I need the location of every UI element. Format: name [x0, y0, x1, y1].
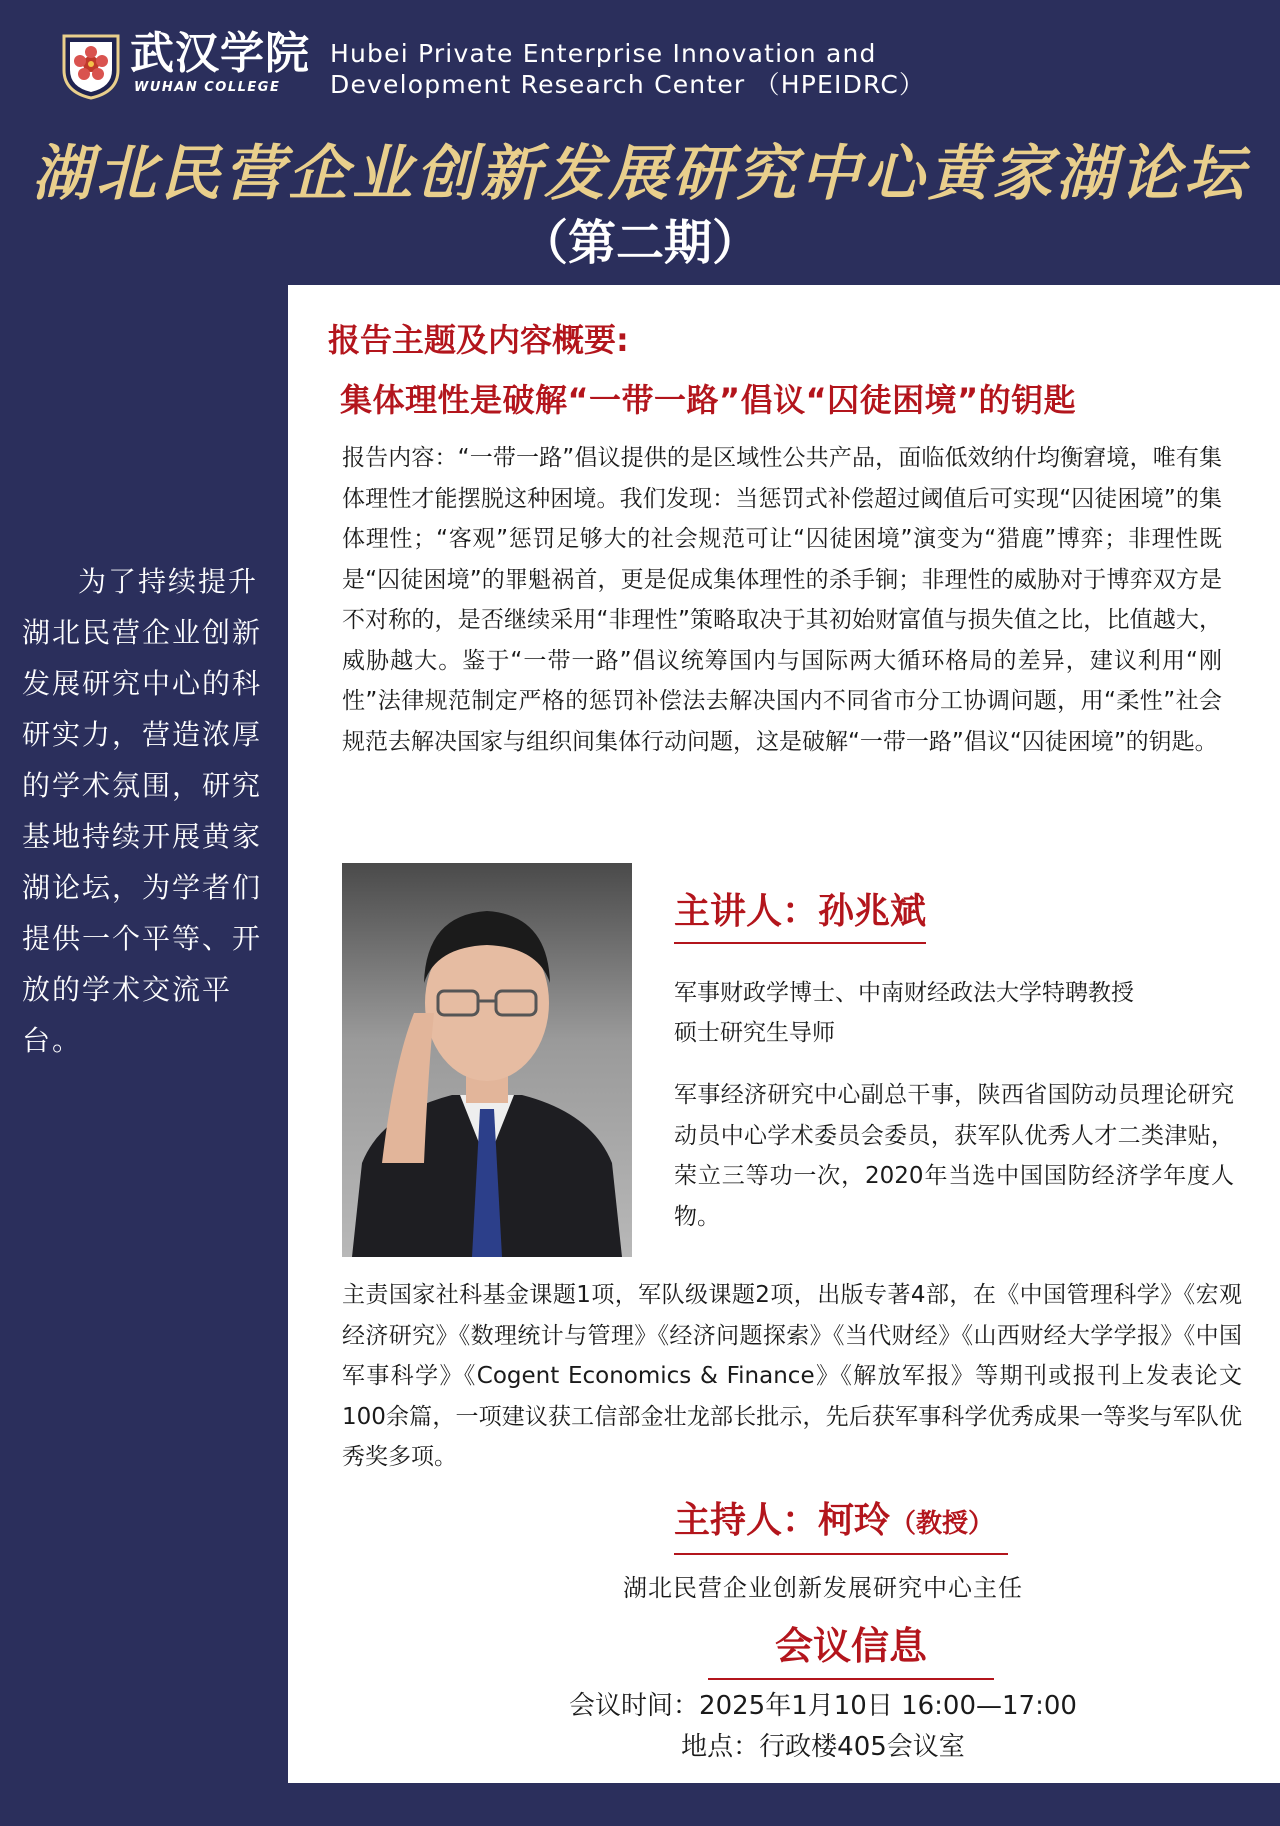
speaker-title — [674, 973, 1234, 1053]
host-heading — [674, 1492, 1008, 1555]
speaker-title-line1: 军事财政学博士、中南财经政法大学特聘教授 — [674, 980, 1134, 1006]
content-panel — [288, 285, 1280, 1783]
speaker-photo — [342, 863, 632, 1257]
college-name: 武汉学院 — [130, 28, 310, 79]
report-topic: 集体理性是破解“一带一路”倡议“囚徒困境”的钥匙 — [340, 381, 1077, 419]
meeting-heading: 会议信息 — [708, 1615, 994, 1680]
meeting-place: 地点：行政楼405会议室 — [681, 1732, 965, 1762]
host-title: （教授） — [890, 1509, 995, 1539]
meeting-time: 会议时间：2025年1月10日 16:00—17:00 — [569, 1691, 1077, 1721]
college-logo — [58, 30, 124, 100]
report-content: 报告内容：“一带一路”倡议提供的是区域性公共产品，面临低效纳什均衡窘境，唯有集体理性才能摆脱这种困境。我们发现：当惩罚式补偿超过阈值后可实现“囚徒困境”的集体理性；“客观”惩罚足够大的社会规范可让“囚徒困境”演变为“猎鹿”博弈；非理性既是“囚徒困境”的罪魁祸首，更是促成集体理性的杀手锏；非理性的威胁对于博弈双方是不对称的，是否继续采用“非理性”策略取决于其初始财富值与损失值之比，比值越大，威胁越大。鉴于“一带一路”倡议统筹国内与国际两大循环格局的差异，建议利用“刚性”法律规范制定严格的惩罚补偿法去解决国内不同省市分工协调问题，用“柔性”社会规范去解决国家与组织间集体行动问题，这是破解“一带一路”倡议“囚徒困境”的钥匙。 — [342, 445, 1222, 755]
college-name-en: WUHAN COLLEGE — [134, 80, 281, 95]
forum-intro: 为了持续提升湖北民营企业创新发展研究中心的科研实力，营造浓厚的学术氛围，研究基地持续开展黄家湖论坛，为学者们提供一个平等、开放的学术交流平台。 — [22, 565, 263, 1057]
research-center-name — [330, 38, 925, 100]
host-name: 主持人：柯玲 — [674, 1500, 891, 1541]
poster-header — [0, 0, 1280, 280]
speaker-title-line2: 硕士研究生导师 — [674, 1020, 835, 1046]
speaker-roles: 军事经济研究中心副总干事，陕西省国防动员理论研究动员中心学术委员会委员，获军队优秀人才二类津贴，荣立三等功一次，2020年当选中国国防经济学年度人物。 — [674, 1082, 1234, 1230]
speaker-heading: 主讲人：孙兆斌 — [674, 883, 926, 944]
section-heading: 报告主题及内容概要: — [328, 321, 629, 359]
research-center-line2: Development Research Center （HPEIDRC） — [330, 70, 926, 99]
host-role: 湖北民营企业创新发展研究中心主任 — [623, 1574, 1023, 1602]
speaker-achievements: 主责国家社科基金课题1项，军队级课题2项，出版专著4部，在《中国管理科学》《宏观经济研究》《数理统计与管理》《经济问题探索》《当代财经》《山西财经大学学报》《中国军事科学》《Cogent Economics & Finance》《解放军报》等期刊或报刊上发表论文100余篇，一项建议获工信部金壮龙部长批示，先后获军事科学优秀成果一等奖与军队优秀奖多项。 — [342, 1282, 1242, 1470]
research-center-line1: Hubei Private Enterprise Innovation and — [330, 39, 877, 68]
forum-issue: （第二期） — [519, 215, 760, 271]
forum-title: 湖北民营企业创新发展研究中心黄家湖论坛 — [32, 139, 1248, 209]
